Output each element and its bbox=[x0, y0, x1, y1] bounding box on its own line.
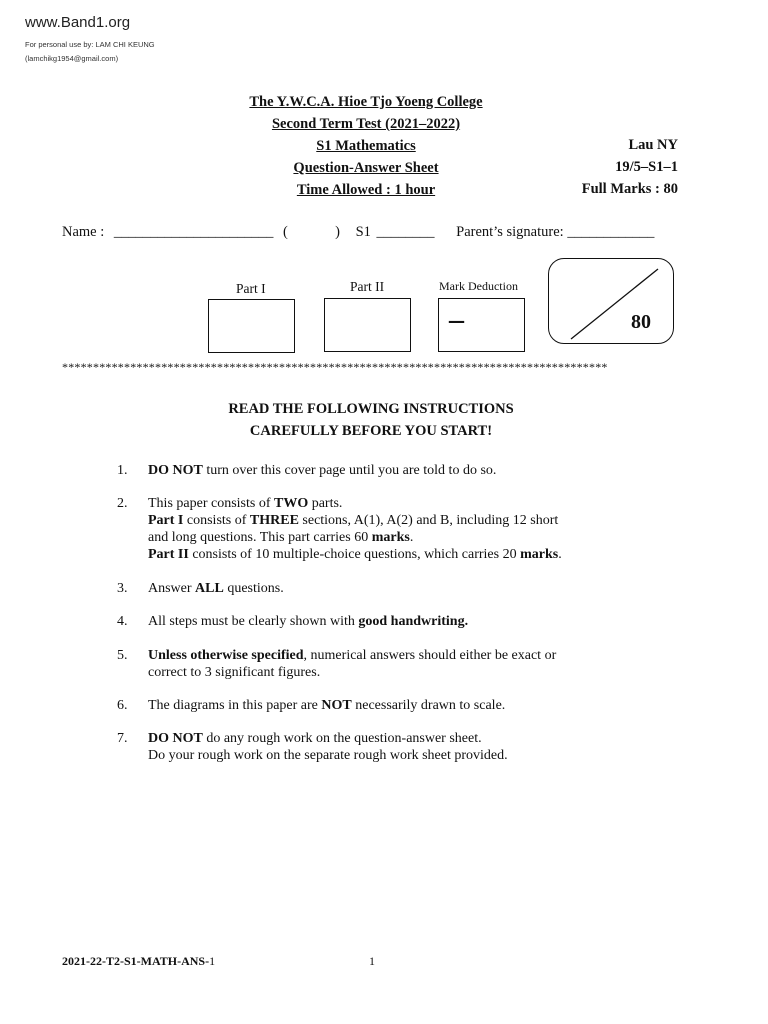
instruction-number: 7. bbox=[117, 731, 128, 746]
emphasis-text: Unless otherwise specified bbox=[148, 648, 304, 663]
instruction-number: 1. bbox=[117, 463, 128, 478]
instruction-number: 5. bbox=[117, 648, 128, 663]
emphasis-text: THREE bbox=[249, 513, 299, 528]
instruction-line bbox=[148, 647, 628, 664]
instruction-line bbox=[148, 512, 628, 529]
instruction-line bbox=[148, 546, 628, 563]
site-watermark: www.Band1.org bbox=[25, 14, 131, 31]
total-score-box[interactable] bbox=[548, 258, 674, 344]
plain-text: . bbox=[558, 547, 562, 562]
instruction-line bbox=[148, 747, 628, 764]
instruction-text bbox=[148, 730, 628, 764]
page-number: 1 bbox=[369, 954, 375, 968]
plain-text: Answer bbox=[148, 581, 196, 596]
paper-code: 19/5–S1–1 bbox=[615, 159, 678, 175]
instruction-text bbox=[148, 580, 628, 597]
instruction-line bbox=[148, 730, 628, 747]
emphasis-text: DO NOT bbox=[148, 463, 203, 478]
plain-text: correct to 3 significant figures. bbox=[148, 665, 321, 680]
instructions-title-line1: READ THE FOLLOWING INSTRUCTIONS bbox=[228, 401, 514, 417]
personal-use-note: For personal use by: LAM CHI KEUNG bbox=[25, 40, 155, 49]
instruction-text bbox=[148, 462, 628, 479]
emphasis-text: ALL bbox=[195, 581, 224, 596]
header-block bbox=[0, 93, 732, 111]
class-number-close: ) bbox=[335, 224, 340, 240]
emphasis-text: DO NOT bbox=[148, 731, 203, 746]
instruction-line bbox=[148, 580, 628, 597]
emphasis-text: Part II bbox=[148, 547, 189, 562]
total-marks: 80 bbox=[631, 311, 651, 333]
plain-text: The diagrams in this paper are bbox=[148, 698, 322, 713]
test-row bbox=[0, 115, 732, 133]
subject-row bbox=[0, 137, 732, 155]
teacher-name: Lau NY bbox=[628, 137, 678, 153]
instruction-text bbox=[148, 495, 628, 563]
minus-sign: – bbox=[449, 303, 464, 336]
plain-text: and long questions. This part carries 60 bbox=[148, 530, 372, 545]
emphasis-text: TWO bbox=[273, 496, 309, 511]
full-marks: Full Marks : 80 bbox=[581, 181, 678, 197]
plain-text: All steps must be clearly shown with bbox=[148, 614, 359, 629]
instruction-number: 4. bbox=[117, 614, 128, 629]
instruction-text bbox=[148, 613, 628, 630]
star-separator: **************************************************************************************** bbox=[62, 360, 608, 374]
instruction-text bbox=[148, 647, 628, 681]
plain-text: do any rough work on the question-answer sheet. bbox=[202, 731, 482, 746]
school-name: The Y.W.C.A. Hioe Tjo Yoeng College bbox=[249, 94, 483, 110]
footer-code-num: 1 bbox=[209, 954, 216, 968]
plain-text: sections, A(1), A(2) and B, including 12 short bbox=[298, 513, 559, 528]
plain-text: . bbox=[409, 530, 414, 545]
name-label: Name : bbox=[62, 224, 105, 240]
test-title: Second Term Test (2021–2022) bbox=[271, 116, 461, 132]
sheet-title: Question-Answer Sheet bbox=[293, 160, 439, 176]
footer-code bbox=[62, 954, 215, 969]
instruction-line bbox=[148, 462, 628, 479]
instruction-text bbox=[148, 697, 628, 714]
part1-score-box[interactable] bbox=[208, 299, 295, 353]
diagonal-slash-icon bbox=[549, 259, 673, 343]
part2-score-box[interactable] bbox=[324, 298, 411, 352]
plain-text: necessarily drawn to scale. bbox=[351, 698, 506, 713]
plain-text: consists of bbox=[183, 513, 250, 528]
instruction-line bbox=[148, 529, 628, 546]
emphasis-text: Part I bbox=[148, 513, 184, 528]
parent-signature-label: Parent’s signature: bbox=[456, 224, 564, 240]
part1-label: Part I bbox=[236, 281, 266, 296]
subject-title: S1 Mathematics bbox=[316, 138, 416, 154]
mark-deduction-box[interactable] bbox=[438, 298, 525, 352]
student-info-line bbox=[62, 224, 654, 241]
instruction-number: 2. bbox=[117, 496, 128, 511]
parent-signature-field[interactable]: ____________ bbox=[567, 224, 655, 240]
emphasis-text: marks bbox=[371, 530, 410, 545]
name-field[interactable]: ______________________ bbox=[113, 224, 274, 240]
class-field[interactable]: ________ bbox=[376, 224, 435, 240]
instructions-title-line2: CAREFULLY BEFORE YOU START! bbox=[249, 423, 493, 439]
plain-text: This paper consists of bbox=[148, 496, 274, 511]
time-allowed: Time Allowed : 1 hour bbox=[296, 182, 436, 198]
instruction-line bbox=[148, 664, 628, 681]
emphasis-text: good handwriting. bbox=[358, 614, 469, 629]
plain-text: Do your rough work on the separate rough work sheet provided. bbox=[148, 748, 508, 763]
plain-text: , numerical answers should either be exact or bbox=[303, 648, 557, 663]
instruction-line bbox=[148, 495, 628, 512]
plain-text: turn over this cover page until you are told to do so. bbox=[202, 463, 497, 478]
instruction-line bbox=[148, 697, 628, 714]
mark-deduction-label: Mark Deduction bbox=[439, 279, 518, 293]
instruction-line bbox=[148, 613, 628, 630]
class-label: S1 bbox=[355, 224, 371, 240]
personal-use-email: (lamchikg1954@gmail.com) bbox=[25, 54, 119, 63]
instruction-number: 6. bbox=[117, 698, 128, 713]
plain-text: questions. bbox=[223, 581, 284, 596]
emphasis-text: NOT bbox=[321, 698, 352, 713]
plain-text: parts. bbox=[308, 496, 343, 511]
plain-text: consists of 10 multiple-choice questions, which carries 20 bbox=[188, 547, 521, 562]
instruction-number: 3. bbox=[117, 581, 128, 596]
footer-code-text: 2021-22-T2-S1-MATH-ANS- bbox=[62, 954, 210, 968]
part2-label: Part II bbox=[350, 279, 385, 294]
class-number-open: ( bbox=[283, 224, 288, 240]
emphasis-text: marks bbox=[520, 547, 559, 562]
